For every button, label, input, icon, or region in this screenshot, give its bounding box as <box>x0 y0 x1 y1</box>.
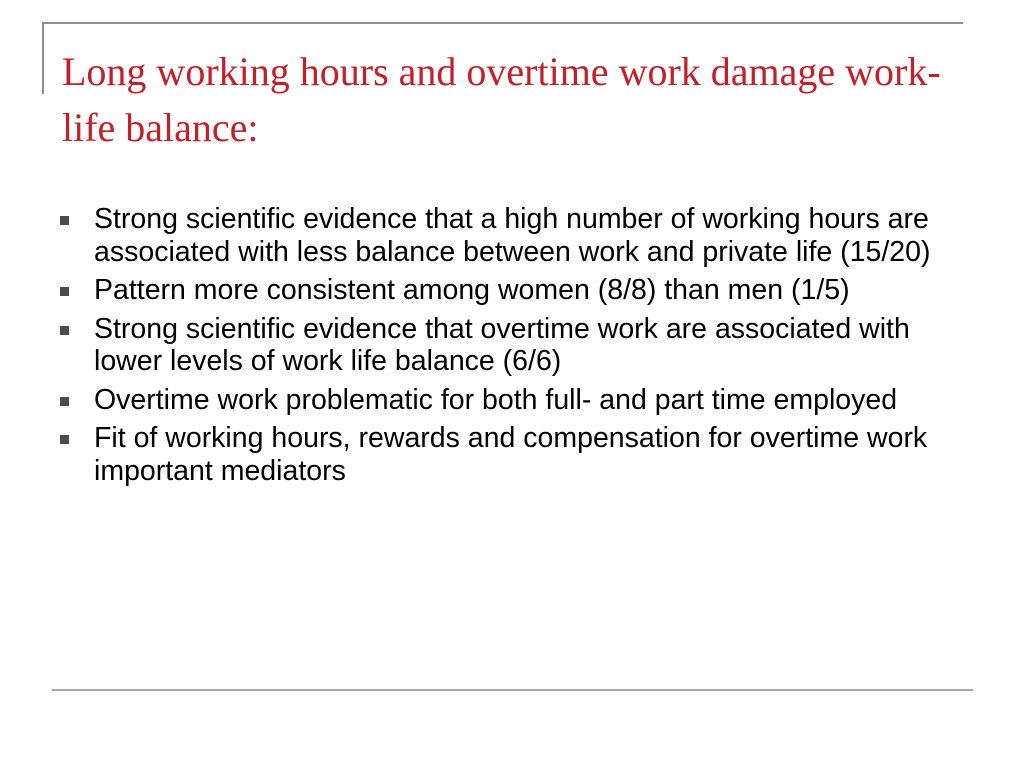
frame-bottom-line <box>52 689 973 691</box>
list-item <box>60 313 960 378</box>
bullet-text: Strong scientific evidence that overtime work are associated with lower levels of work life balance (6/6) <box>94 312 910 377</box>
square-bullet-icon <box>60 216 69 225</box>
square-bullet-icon <box>60 397 69 406</box>
square-bullet-icon <box>60 435 69 444</box>
frame-left-line <box>42 22 44 94</box>
list-item <box>60 422 960 487</box>
list-item <box>60 203 960 268</box>
bullet-text: Strong scientific evidence that a high number of working hours are associated with less balance between work and private life (15/20) <box>94 203 931 268</box>
bullet-text: Pattern more consistent among women (8/8) than men (1/5) <box>94 274 850 306</box>
square-bullet-icon <box>60 287 69 296</box>
bullet-text: Overtime work problematic for both full- and part time employed <box>94 383 898 416</box>
square-bullet-icon <box>60 326 69 335</box>
bullet-text: Fit of working hours, rewards and compensation for overtime work important mediators <box>94 422 928 487</box>
frame-top-line <box>42 22 963 24</box>
slide-title: Long working hours and overtime work damage work-life balance: <box>62 49 941 150</box>
bullet-list <box>60 203 960 493</box>
list-item <box>60 274 960 307</box>
list-item <box>60 384 960 417</box>
